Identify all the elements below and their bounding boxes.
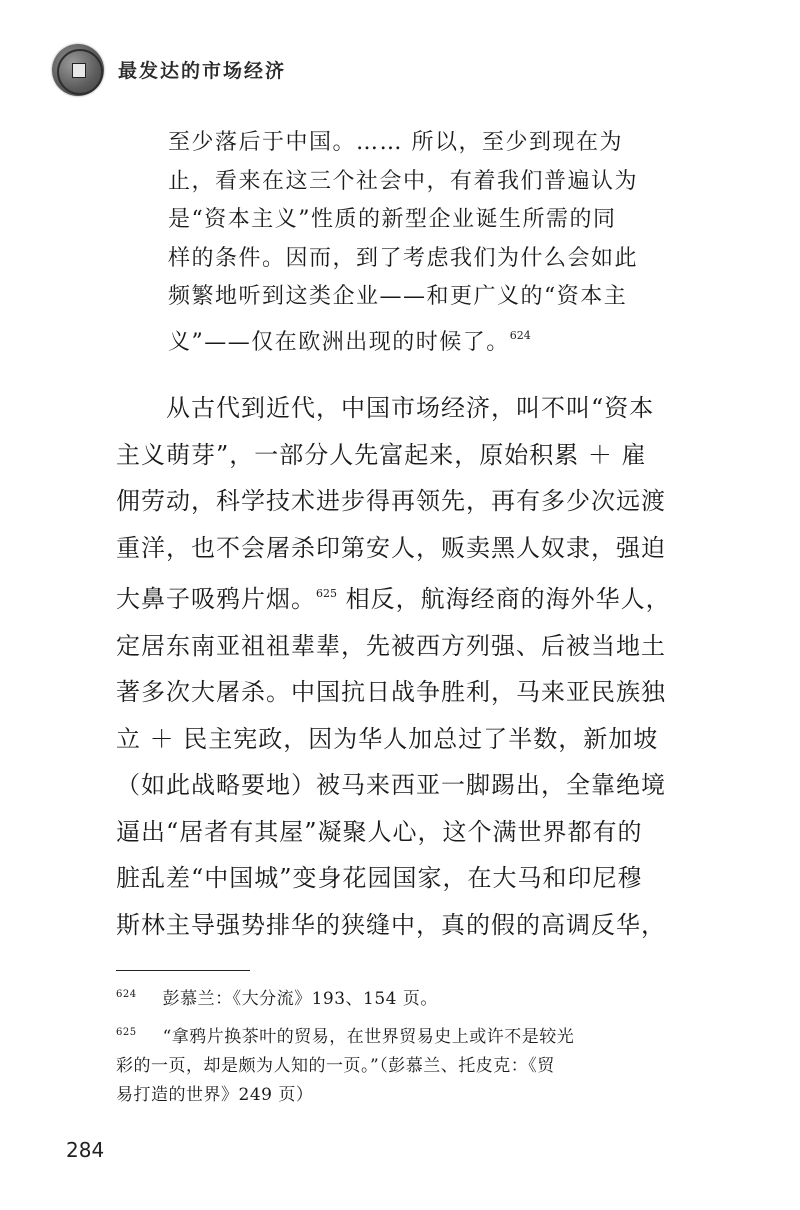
body-line-with-ref [116, 571, 672, 623]
footnote-text: “拿鸦片换茶叶的贸易，在世界贸易史上或许不是较光 [162, 1027, 575, 1047]
body-line: 著多次大屠杀。中国抗日战争胜利，马来亚民族独 [116, 678, 666, 706]
body-line: 斯林主导强势排华的狭缝中，真的假的高调反华， [116, 910, 666, 939]
ancient-coin-icon [52, 44, 104, 96]
body-line-text: 相反，航海经商的海外华人， [337, 585, 671, 613]
footnotes [116, 980, 672, 1114]
body-line: 定居东南亚祖祖辈辈，先被西方列强、后被当地土 [116, 631, 666, 660]
quote-line-text: 义”——仅在欧洲出现的时候了。 [168, 329, 510, 355]
body-line: 脏乱差“中国城”变身花园国家，在大马和印尼穆 [116, 864, 643, 892]
footnote-number: 624 [116, 989, 137, 1000]
body-paragraph [116, 385, 672, 948]
quote-line: 止，看来在这三个社会中，有着我们普遍认为 [168, 168, 639, 194]
body-line-text: 大鼻子吸鸦片烟。 [116, 585, 316, 613]
body-line: 佣劳动，科学技术进步得再领先，再有多少次远渡 [116, 487, 666, 515]
body-line: 逼出“居者有其屋”凝聚人心，这个满世界都有的 [116, 817, 643, 846]
footnote-text: 彩的一页，却是颇为人知的一页。”（彭慕兰、托皮克：《贸 [116, 1056, 555, 1076]
footnote-text: 彭慕兰：《大分流》193、154 页。 [162, 989, 438, 1009]
block-quote [168, 124, 668, 362]
quote-line: 样的条件。因而，到了考虑我们为什么会如此 [168, 245, 639, 271]
body-line: 主义萌芽”，一部分人先富起来，原始积累 ＋ 雇 [116, 440, 647, 469]
page-number: 284 [66, 1138, 105, 1162]
running-header [52, 44, 752, 102]
body-line: 立 ＋ 民主宪政，因为华人加总过了半数，新加坡 [116, 724, 659, 753]
quote-line-last [168, 317, 668, 363]
quote-line: 频繁地听到这类企业——和更广义的“资本主 [168, 284, 628, 309]
footnote-ref-624[interactable]: 624 [509, 328, 531, 342]
quote-line: 是“资本主义”性质的新型企业诞生所需的同 [168, 207, 617, 232]
footnote-ref-625[interactable]: 625 [316, 587, 337, 600]
footnote-number: 625 [116, 1027, 137, 1038]
running-title: 最发达的市场经济 [118, 60, 287, 82]
body-line: 重洋，也不会屠杀印第安人，贩卖黑人奴隶，强迫 [116, 533, 666, 562]
footnote-624 [116, 980, 672, 1014]
quote-line: 至少落后于中国。…… 所以，至少到现在为 [168, 130, 623, 155]
footnote-divider [116, 970, 250, 971]
body-line: （如此战略要地）被马来西亚一脚踢出，全靠绝境 [116, 771, 666, 799]
body-line: 从古代到近代，中国市场经济，叫不叫“资本 [166, 394, 655, 422]
footnote-625 [116, 1018, 672, 1110]
footnote-text: 易打造的世界》249 页） [116, 1085, 314, 1105]
